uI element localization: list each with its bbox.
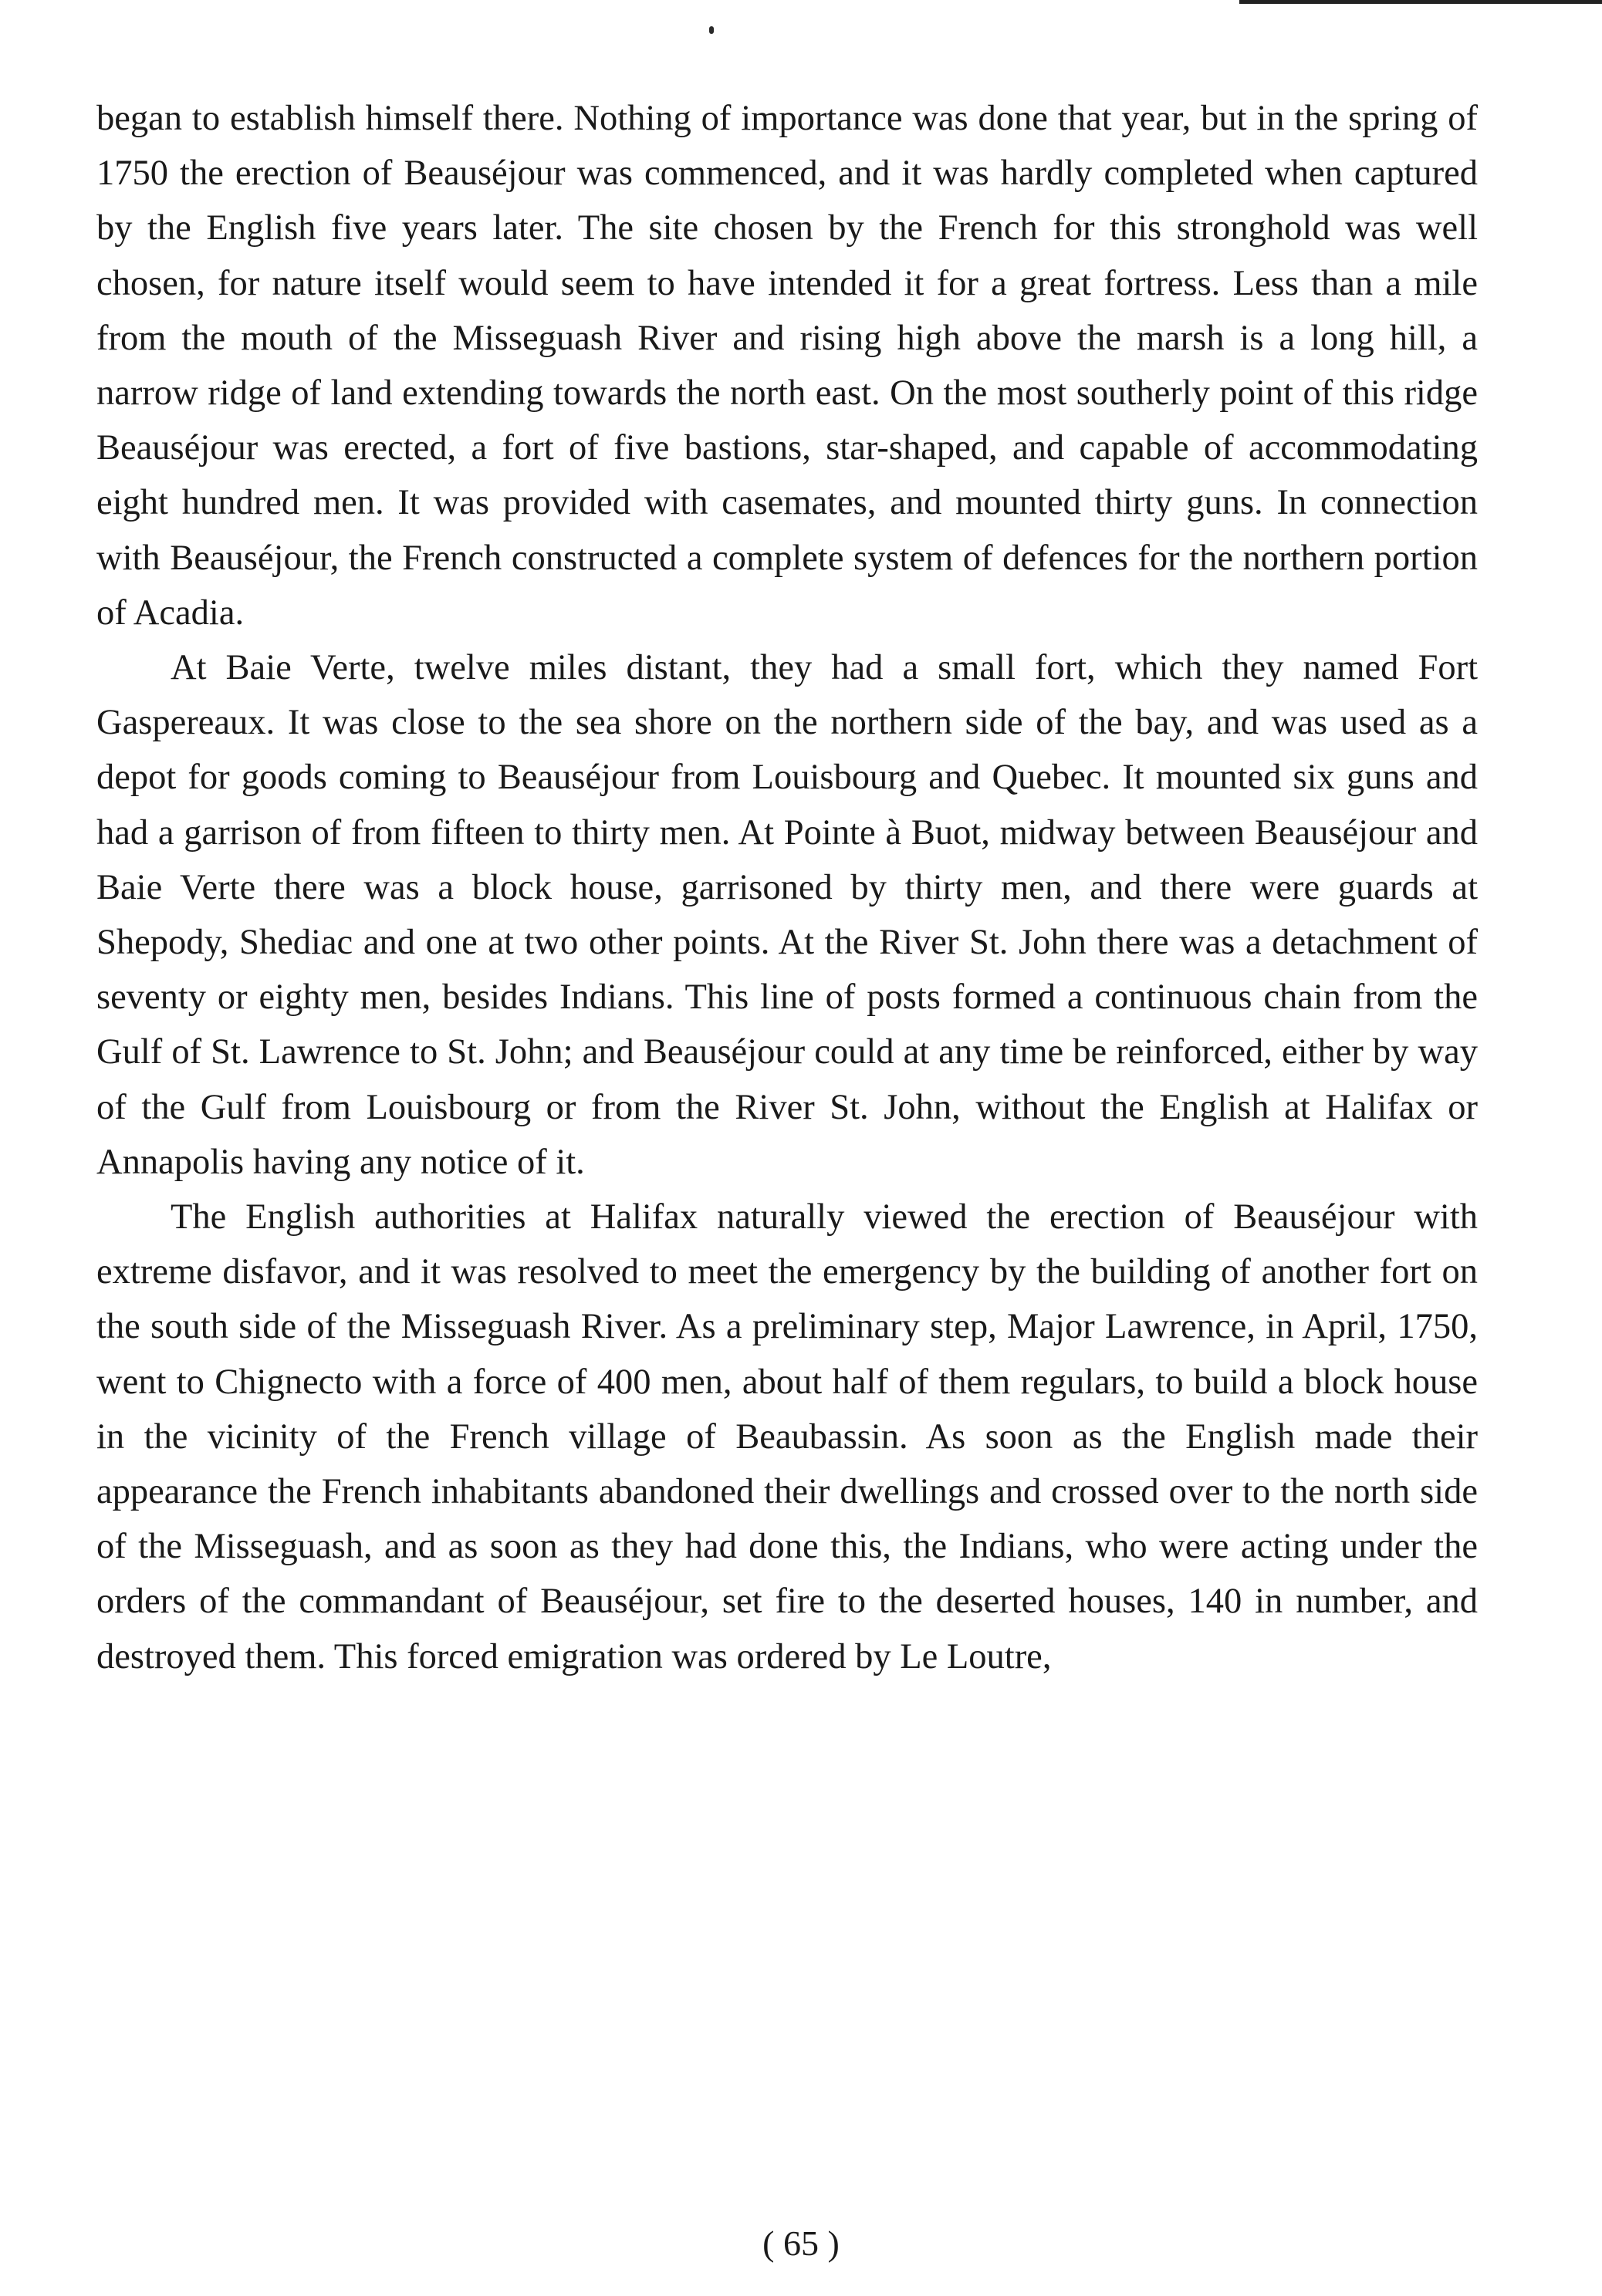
paragraph-2: At Baie Verte, twelve miles distant, they had a small fort, which they named Fort Gaspereaux. It was close to the sea shore on the northern side of the bay, and was used as a depot for goods coming to Beauséjour from Louisbourg and Quebec. It mounted six guns and had a garrison of from fifteen to thirty men. At Pointe à Buot, midway between Beauséjour and Baie Verte there was a block house, garrisoned by thirty men, and there were guards at Shepody, Shediac and one at two other points. At the River St. John there was a detachment of seventy or eighty men, besides Indians. This line of posts formed a continuous chain from the Gulf of St. Lawrence to St. John; and Beauséjour could at any time be reinforced, either by way of the Gulf from Louisbourg or from the River St. John, without the English at Halifax or Annapolis having any notice of it. (96, 648, 1478, 1182)
ink-speck (709, 26, 714, 34)
page-body (96, 91, 1478, 1684)
top-rule (1239, 0, 1602, 4)
paragraph-1: began to establish himself there. Nothing of importance was done that year, but in the spring of 1750 the erection of Beauséjour was commenced, and it was hardly completed when captured by the English five years later. The site chosen by the French for this stronghold was well chosen, for nature itself would seem to have intended it for a great fortress. Less than a mile from the mouth of the Misseguash River and rising high above the marsh is a long hill, a narrow ridge of land extending towards the north east. On the most southerly point of this ridge Beauséjour was erected, a fort of five bastions, star-shaped, and capable of accommodating eight hundred men. It was provided with casemates, and mounted thirty guns. In connection with Beauséjour, the French constructed a complete system of defences for the northern portion of Acadia. (96, 99, 1478, 633)
page-number: ( 65 ) (762, 2223, 840, 2263)
paragraph-3: The English authorities at Halifax naturally viewed the erection of Beauséjour with extreme disfavor, and it was resolved to meet the emergency by the building of another fort on the south side of the Misseguash River. As a preliminary step, Major Lawrence, in April, 1750, went to Chignecto with a force of 400 men, about half of them regulars, to build a block house in the vicinity of the French village of Beaubassin. As soon as the English made their appearance the French inhabitants abandoned their dwellings and crossed over to the north side of the Misseguash, and as soon as they had done this, the Indians, who were acting under the orders of the commandant of Beauséjour, set fire to the deserted houses, 140 in number, and destroyed them. This forced emigration was ordered by Le Loutre, (96, 1197, 1478, 1676)
